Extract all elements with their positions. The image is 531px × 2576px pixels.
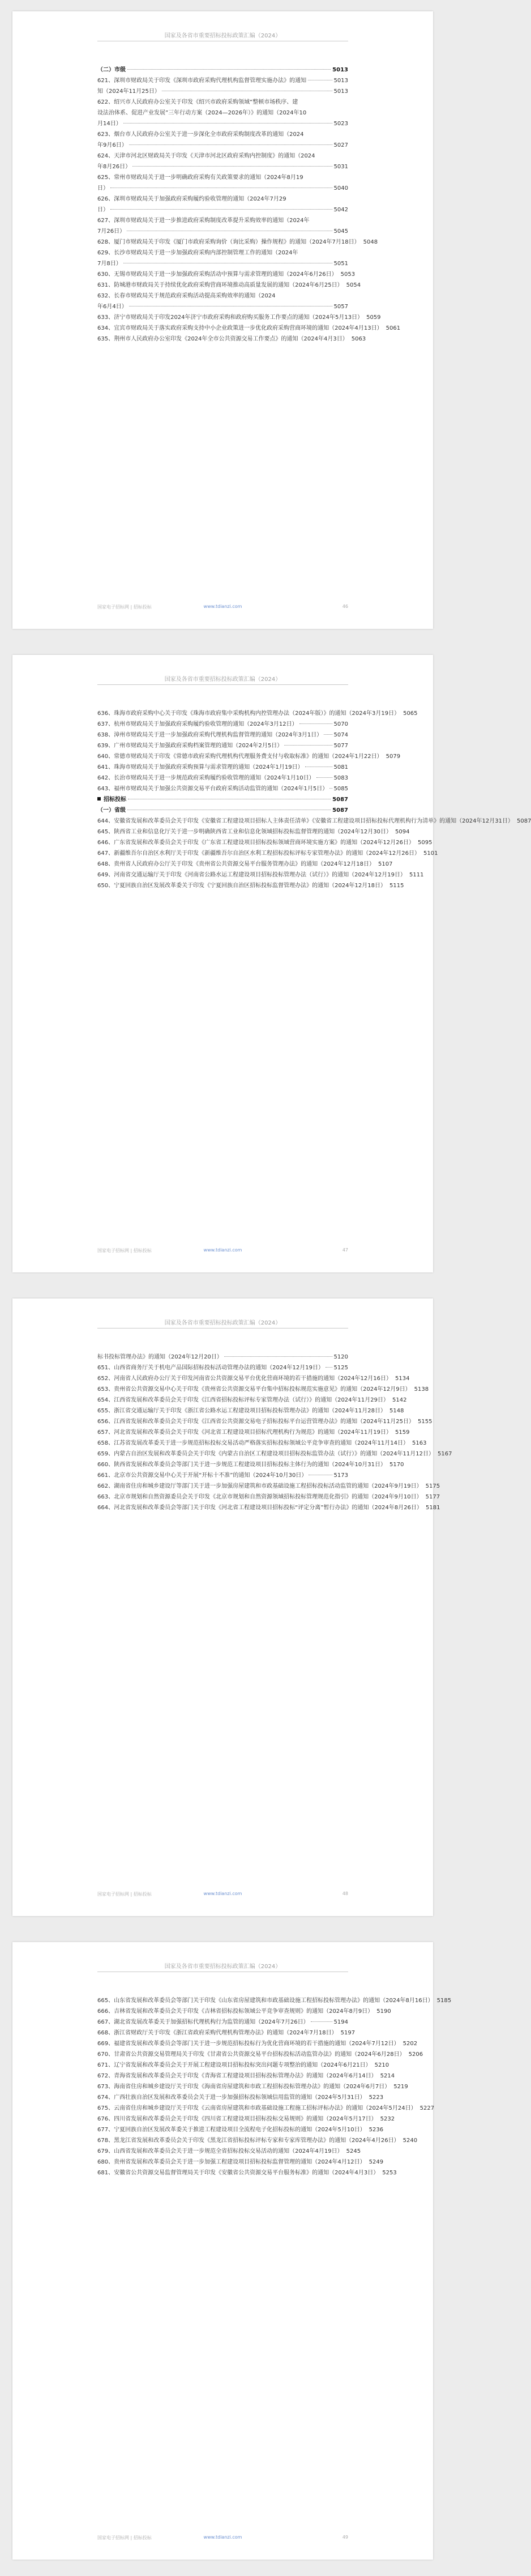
toc-entry[interactable] [97,740,348,751]
toc-page-number: 5194 [333,2019,348,2025]
toc-entry[interactable] [97,2146,361,2157]
toc-entry-text: 654、江西省发展和改革委员会关于印发《江西省招标投标评标专家管理办法（试行）》的通知（2024年11月29日） [97,1397,389,1403]
toc-entry-text: 656、江西省发展和改革委员会关于印发《江西省公共资源交易电子招标投标平台运营管理办法》的通知（2024年11月25日） [97,1419,414,1425]
toc-entry[interactable] [97,719,348,730]
toc-entry[interactable] [97,784,348,794]
toc-entry[interactable] [97,827,410,837]
footer-page-number: 47 [342,1247,348,1253]
toc-entry-text: 659、内蒙古自治区发展和改革委员会关于印发《内蒙古自治区工程建设项目招标投标监管办法（试行）》的通知（2024年11月12日） [97,1451,434,1457]
toc-page-number: 5210 [374,2062,389,2068]
toc-page-number: 5197 [340,2030,356,2036]
dot-leader [311,2021,332,2022]
toc-page-number: 5031 [333,164,348,170]
dot-leader [127,69,331,70]
toc-page-number: 5070 [333,721,348,727]
toc-list [97,708,531,891]
toc-entry-text: 679、山西省发展和改革委员会关于进一步规范全省招标投标交易活动的通知（2024年4月19日） [97,2148,343,2155]
document-page [12,1942,452,2560]
toc-page-number: 5040 [333,185,348,191]
toc-entry[interactable] [97,215,348,226]
toc-entry[interactable] [97,75,348,86]
dot-leader [284,745,332,746]
toc-entry[interactable] [97,2038,418,2049]
toc-entry[interactable] [97,2168,397,2178]
toc-entry-text: 设法治体系、促进产业发展”三年行动方案（2024—2026年）》的通知（2024年10 [97,110,307,116]
toc-page-number: 5142 [392,1397,407,1403]
toc-page-number: 5167 [438,1451,452,1457]
toc-page-number: 5120 [333,1354,348,1360]
toc-page-number: 5063 [351,336,366,342]
toc-page-number: 5148 [389,1408,404,1414]
toc-entry-text: 知（2024年11月25日） [97,88,160,95]
toc-section-heading[interactable] [97,794,348,805]
footer-url-link[interactable]: www.tdianzi.com [203,2535,242,2540]
toc-entry[interactable] [97,837,432,848]
toc-entry[interactable] [97,2071,395,2081]
toc-page-number: 5219 [393,2084,408,2090]
toc-entry[interactable] [97,151,348,161]
toc-page-number: 5079 [386,753,401,760]
toc-entry[interactable] [97,1406,404,1416]
toc-page-number: 5175 [425,1483,440,1489]
toc-page-number: 5013 [333,78,348,84]
toc-entry-text: 631、防城港市财政局关于持续优化政府采购营商环境推动高质量发展的通知（2024年6月25日） [97,282,343,288]
toc-entry-text: 658、江苏省发展改革委关于进一步规范招标投标交易活动严格落实招标投标领域公平竞争审查的通知（2024年11月14日） [97,1440,409,1446]
dot-leader [326,1367,332,1368]
toc-page-number: 5059 [366,314,381,321]
toc-page-number: 5236 [369,2127,384,2133]
toc-entry-text: 年9月6日） [97,142,127,148]
toc-page-number: 5206 [408,2051,423,2058]
toc-entry[interactable] [97,1502,440,1513]
toc-entry[interactable] [97,2060,389,2071]
footer-page-number: 46 [342,604,348,609]
toc-page-number: 5077 [333,743,348,749]
toc-page-number: 5232 [380,2116,395,2122]
footer-page-number: 49 [342,2535,348,2540]
toc-entry[interactable] [97,1373,410,1384]
toc-page-number: 5214 [380,2073,395,2079]
toc-entry[interactable] [97,205,348,215]
toc-page-number: 5094 [395,829,410,835]
toc-page-number: 5087 [516,818,531,824]
toc-entry[interactable] [97,1352,348,1362]
toc-page-number: 5253 [382,2170,397,2176]
toc-page-number: 5155 [418,1419,432,1425]
toc-entry-text: 639、广州市财政局关于加强政府采购档案管理的通知（2024年2月5日） [97,743,283,749]
toc-page-number: 5048 [363,239,378,245]
toc-entry-text: 651、山西省商务厅关于机电产品国际招标投标活动管理办法的通知（2024年12月19日） [97,1365,324,1371]
toc-entry-text: 678、黑龙江省发展和改革委员会关于印发《黑龙江省招标投标评标专家和专家库管理办法》的通知（2024年4月26日） [97,2138,400,2144]
toc-page-number: 5051 [333,261,348,267]
toc-entry-text: 657、河北省发展和改革委员会关于印发《河北省工程建设项目招标代理机构行为规范》的通知（2024年11月19日） [97,1429,392,1436]
toc-entry[interactable] [97,226,348,237]
toc-entry[interactable] [97,323,401,334]
toc-entry-text: 年8月26日） [97,164,131,170]
toc-entry[interactable] [97,2081,408,2092]
dot-leader [110,209,332,210]
toc-page-number: 5163 [412,1440,427,1446]
toc-entry-text: 650、宁夏回族自治区发展改革委关于印发《宁夏回族自治区招标投标监督管理办法》的通知（2024年12月18日） [97,883,386,889]
toc-entry[interactable] [97,2114,395,2124]
toc-page-number: 5125 [333,1365,348,1371]
toc-entry-text: 月14日） [97,121,122,127]
footer-site-name: 国家电子招标网 | 招标投标 [97,604,152,610]
dot-leader [316,777,332,778]
toc-entry[interactable] [97,1449,452,1459]
toc-entry[interactable] [97,2135,418,2146]
toc-entry[interactable] [97,2028,356,2038]
toc-page-number: 5185 [436,1998,452,2004]
toc-entry-text: 636、珠海市政府采购中心关于印发《珠海市政府集中采购机构内控管理办法（2024年版）》的通知（2024年3月19日） [97,710,400,717]
toc-entry[interactable] [97,291,348,301]
footer-url-link[interactable]: www.tdianzi.com [203,1891,242,1896]
dot-leader [123,123,332,124]
toc-entry[interactable] [97,258,348,269]
toc-page-number: 5057 [333,304,348,310]
toc-entry[interactable] [97,1438,427,1449]
toc-page-number: 5181 [425,1505,440,1511]
dot-leader [299,723,332,724]
toc-entry-text: 641、珠海市财政局关于加强政府采购预算与需求管理的通知（2024年1月19日） [97,764,303,770]
footer-page-number: 48 [342,1891,348,1896]
toc-page-number: 5134 [395,1376,410,1382]
toc-entry-text: 637、杭州市财政局关于加强政府采购履约验收管理的通知（2024年3月12日） [97,721,298,727]
dot-leader [132,166,332,167]
toc-entry-text: 628、厦门市财政局关于印发《厦门市政府采购询价（询比采购）操作规程》的通知（2024年7月18日） [97,239,360,245]
toc-list [97,65,401,344]
dot-leader [129,144,332,145]
toc-page-number: 5087 [332,797,348,803]
toc-entry[interactable] [97,248,348,258]
footer-site-name: 国家电子招标网 | 招标投标 [97,1892,152,1897]
toc-entry[interactable] [97,870,424,880]
toc-page-number: 5107 [378,861,393,867]
toc-entry-text: 667、湖北省发展改革委关于加强招标代理机构行为监管的通知（2024年7月26日） [97,2019,309,2025]
toc-entry[interactable] [97,762,348,773]
document-page [12,1298,452,1916]
toc-entry-text: 673、海南省住房和城乡建设厅关于印发《海南省房屋建筑和市政工程招标投标管理办法》的通知（2024年6月7日） [97,2084,391,2090]
toc-entry-text: 660、陕西省发展和改革委员会等部门关于进一步规范工程建设项目招标投标主体行为的通知（2024年10月31日） [97,1462,386,1468]
toc-entry-text: 644、安徽省发展和改革委员会关于印发《安徽省工程建设项目招标人主体责任清单》《安徽省工程建设项目招标投标代理机构行为清单》的通知（2024年12月31日） [97,818,513,824]
toc-entry-text: 640、常德市财政局关于印发《常德市政府采购代理机构代理服务费支付与收取标准》的通知（2024年1月22日） [97,753,383,760]
toc-entry-text: 7月8日） [97,261,122,267]
toc-page-number: 5042 [333,207,348,213]
toc-entry-text: 648、贵州省人民政府办公厅关于印发《贵州省公共资源交易平台服务管理办法》的通知（2024年12月18日） [97,861,375,867]
toc-page-number: 5083 [333,775,348,781]
toc-entry[interactable] [97,2103,435,2114]
toc-entry[interactable] [97,161,348,172]
toc-entry[interactable] [97,708,418,719]
toc-entry[interactable] [97,129,348,140]
toc-entry[interactable] [97,1470,348,1481]
footer-url-link[interactable]: www.tdianzi.com [203,1247,242,1253]
toc-entry-text: 642、长治市财政局关于进一步规范政府采购履约验收管理的通知（2024年1月10日） [97,775,315,781]
toc-entry-text: 674、广西壮族自治区发展和改革委员会关于进一步加强招标投标领域信用监管的通知（2024年5月31日） [97,2094,366,2101]
toc-entry-text: 标书投标管理办法》的通知（2024年12月20日） [97,1354,222,1360]
toc-page-number: 5177 [425,1494,440,1500]
toc-section-heading[interactable] [97,805,348,816]
toc-entry[interactable] [97,2006,391,2017]
toc-page-number: 5061 [386,325,401,331]
toc-entry[interactable] [97,1362,348,1373]
footer-url-link[interactable]: www.tdianzi.com [203,604,242,609]
footer-site-name: 国家电子招标网 | 招标投标 [97,2535,152,2540]
toc-entry[interactable] [97,730,348,740]
toc-entry-text: 622、绍兴市人民政府办公室关于印发《绍兴市政府采购领域“整顿市场秩序、建 [97,99,298,105]
toc-entry-text: 629、长沙市财政局关于进一步加强政府采购内部控制管理工作的通知（2024年 [97,250,298,256]
toc-entry[interactable] [97,2124,384,2135]
toc-page-number: 5202 [402,2041,418,2047]
toc-page-number: 5023 [333,121,348,127]
toc-page-number: 5170 [389,1462,404,1468]
toc-entry[interactable] [97,334,366,344]
toc-page-number: 5013 [332,67,348,73]
toc-entry-text: 621、深圳市财政局关于印发《深圳市政府采购代理机构监督管理实施办法》的通知 [97,78,307,84]
toc-entry-text: 669、福建省发展和改革委员会等部门关于进一步规范招标投标行为优化营商环境的若干措施的通知（2024年7月12日） [97,2041,400,2047]
toc-page-number: 5240 [402,2138,418,2144]
toc-entry-text: 668、浙江省财政厅关于印发《浙江省政府采购代理机构管理办法》的通知（2024年7月18日） [97,2030,337,2036]
toc-entry-text: 675、云南省住房和城乡建设厅关于印发《云南省房屋建筑和市政基础设施工程施工招标评标办法》的通知（2024年5月24日） [97,2105,417,2111]
toc-entry-text: 676、四川省发展和改革委员会关于印发《四川省工程建设项目招标投标交易规则》的通知（2024年5月17日） [97,2116,377,2122]
toc-entry-text: 643、福州市财政局关于加强公共资源交易平台政府采购活动监管的通知（2024年1月5日） [97,786,328,792]
toc-entry-text: 665、山东省发展和改革委员会等部门关于印发《山东省房屋建筑和市政基础设施工程招标投标管理办法》的通知（2024年8月16日） [97,1998,434,2004]
toc-entry-text: 年6月4日） [97,304,127,310]
dot-leader [329,788,332,789]
toc-page-number: 5249 [369,2159,384,2165]
toc-page-number: 5027 [333,142,348,148]
page-header-title: 国家及各省市重要招标投标政策汇编（2024） [164,1964,281,1970]
dot-leader [324,734,332,735]
toc-entry-text: 681、安徽省公共资源交易监督管理局关于印发《安徽省公共资源交易平台服务标准》的通知（2024年4月3日） [97,2170,379,2176]
toc-entry-text: 635、荆州市人民政府办公室印发《2024年全市公共资源交易工作要点》的通知（2024年4月3日） [97,336,348,342]
toc-entry[interactable] [97,312,381,323]
toc-section-heading[interactable] [97,65,348,75]
toc-entry-text: 633、济宁市财政局关于印发2024年济宁市政府采购和政府购买服务工作要点的通知（2024年5月13日） [97,314,363,321]
toc-page-number: 5095 [418,840,432,846]
toc-page-number: 5138 [414,1386,429,1393]
toc-entry-text: 632、长春市财政局关于规范政府采购活动提高采购效率的通知（2024 [97,293,276,299]
toc-entry-text: 661、北京市公共资源交易中心关于开展“开标十不准”的通知（2024年10月30日） [97,1472,307,1479]
toc-entry[interactable] [97,773,348,784]
toc-entry-text: 日） [97,185,109,191]
toc-entry-text: 646、广东省发展和改革委员会关于印发《广东省工程建设项目招标投标领域营商环境实施方案》的通知（2024年12月26日） [97,840,414,846]
toc-entry-text: 662、湖南省住房和城乡建设厅等部门关于进一步加强房屋建筑和市政基础设施工程招标投标活动监管的通知（2024年9月19日） [97,1483,422,1489]
toc-entry[interactable] [97,118,348,129]
toc-entry[interactable] [97,86,348,97]
toc-entry-text: 623、烟台市人民政府办公室关于进一步深化全市政府采购制度改革的通知（2024 [97,131,304,138]
toc-entry[interactable] [97,269,356,280]
toc-entry-text: 663、北京市规划和自然资源委员会关于印发《北京市规划和自然资源领域招标投标管理规范化指引》的通知（2024年9月10日） [97,1494,422,1500]
toc-entry[interactable] [97,1459,404,1470]
toc-entry[interactable] [97,194,348,205]
toc-entry[interactable] [97,2092,384,2103]
toc-entry[interactable] [97,237,378,248]
toc-entry-text: 664、河北省发展和改革委员会等部门关于印发《河北省工程建设项目招标投标“评定分离”暂行办法》的通知（2024年8月26日） [97,1505,422,1511]
toc-page-number: 5054 [346,282,361,288]
toc-entry[interactable] [97,2157,384,2168]
toc-entry-text: 招标投标 [104,797,126,803]
toc-entry[interactable] [97,97,348,118]
toc-list [97,1352,452,1513]
toc-entry[interactable] [97,2049,423,2060]
toc-page-number: 5111 [409,872,424,878]
header-divider [97,1328,348,1329]
toc-page-number: 5190 [376,2008,391,2015]
toc-entry-text: 626、深圳市财政局关于加强政府采购履约验收管理的通知（2024年7月29 [97,196,286,202]
toc-entry-text: 647、新疆维吾尔自治区水利厅关于印发《新疆维吾尔自治区水利工程招标投标评标专家管理办法》的通知（2024年12月26日） [97,850,420,857]
toc-page-number: 5087 [332,807,348,814]
toc-page-number: 5227 [419,2105,435,2111]
toc-entry[interactable] [97,1416,432,1427]
toc-entry[interactable] [97,1384,429,1395]
toc-page-number: 5074 [333,732,348,738]
toc-page-number: 5013 [333,88,348,95]
toc-entry-text: 7月26日） [97,228,126,235]
toc-entry-text: 625、常州市财政局关于进一步明确政府采购有关政策要求的通知（2024年8月19 [97,174,303,181]
toc-entry[interactable] [97,880,404,891]
toc-page-number: 5085 [333,786,348,792]
section-bullet-icon [97,797,101,801]
toc-entry-text: 630、无锡市财政局关于进一步加强政府采购活动中预算与需求管理的通知（2024年6月26日） [97,271,337,278]
header-divider [97,684,348,685]
toc-entry-text: 653、贵州省公共资源交易中心关于印发《贵州省公共资源交易平台集中招标投标规范实施意见》的通知（2024年12月9日） [97,1386,411,1393]
toc-entry-text: 671、辽宁省发展和改革委员会关于开展工程建设项目招标投标突出问题专项整治的通知（2024年6月21日） [97,2062,371,2068]
toc-entry-text: 649、河南省交通运输厅关于印发《河南省公路水运工程建设项目招标投标管理办法（试行）》的通知（2024年12月19日） [97,872,406,878]
toc-entry-text: （二）市级 [97,67,126,73]
page-header-title: 国家及各省市重要招标投标政策汇编（2024） [164,33,281,39]
toc-entry-text: 652、河南省人民政府办公厅关于印发河南省公共资源交易平台优化营商环境的若干措施的通知（2024年12月16日） [97,1376,392,1382]
toc-entry[interactable] [97,751,401,762]
toc-list [97,1995,452,2178]
toc-entry-text: 日） [97,207,109,213]
toc-page-number: 5173 [333,1472,348,1479]
toc-entry-text: （一）省级 [97,807,126,814]
toc-entry-text: 672、青海省发展和改革委员会关于印发《青海省工程建设项目招标投标管理办法》的通知（2024年6月14日） [97,2073,377,2079]
page-header-title: 国家及各省市重要招标投标政策汇编（2024） [164,676,281,683]
toc-page-number: 5115 [389,883,404,889]
toc-entry[interactable] [97,301,348,312]
document-page [12,11,433,629]
toc-entry[interactable] [97,280,361,291]
toc-entry[interactable] [97,859,393,870]
toc-entry-text: 670、甘肃省公共资源交易管理局关于印发《甘肃省公共资源交易平台招标投标活动监管办法》的通知（2024年6月28日） [97,2051,405,2058]
toc-entry[interactable] [97,140,348,151]
toc-entry-text: 634、宜宾市财政局关于落实政府采购支持中小企业政策进一步优化政府采购营商环境的通知（2024年4月13日） [97,325,383,331]
toc-page-number: 5101 [423,850,438,857]
toc-entry-text: 666、吉林省发展和改革委员会关于印发《吉林省招标投标领域公平竞争审查规则》的通知（2024年8月9日） [97,2008,374,2015]
toc-page-number: 5245 [346,2148,361,2155]
toc-entry-text: 638、漳州市财政局关于进一步加强政府采购代理机构监督管理的通知（2024年3月1日） [97,732,323,738]
toc-entry[interactable] [97,816,531,827]
toc-entry-text: 677、宁夏回族自治区发展改革委关于推进工程建设项目全流程电子化招标投标的通知（2024年5月10日） [97,2127,366,2133]
footer-site-name: 国家电子招标网 | 招标投标 [97,1248,152,1253]
toc-page-number: 5159 [395,1429,410,1436]
toc-entry-text: 655、浙江省交通运输厅关于印发《浙江省公路水运工程建设项目招标投标管理办法》的通知（2024年11月28日） [97,1408,386,1414]
toc-page-number: 5223 [369,2094,384,2101]
toc-entry-text: 680、贵州省发展和改革委员会关于进一步加强工程建设项目招标投标监督管理的通知（2024年4月12日） [97,2159,366,2165]
toc-entry-text: 624、天津市河北区财政局关于印发《天津市河北区政府采购内控制度》的通知（2024 [97,153,315,159]
toc-entry[interactable] [97,1995,452,2006]
toc-entry[interactable] [97,2017,348,2028]
page-header-title: 国家及各省市重要招标投标政策汇编（2024） [164,1320,281,1326]
toc-entry[interactable] [97,1427,410,1438]
toc-entry-text: 627、深圳市财政局关于进一步推进政府采购制度改革提升采购效率的通知（2024年 [97,218,310,224]
toc-entry[interactable] [97,1492,440,1502]
toc-page-number: 5045 [333,228,348,235]
dot-leader [224,1356,332,1357]
toc-entry[interactable] [97,172,348,183]
toc-page-number: 5053 [340,271,356,278]
toc-entry[interactable] [97,1395,407,1406]
toc-page-number: 5081 [333,764,348,770]
toc-entry[interactable] [97,183,348,194]
toc-entry[interactable] [97,1481,440,1492]
toc-entry-text: 645、陕西省工业和信息化厅关于进一步明确陕西省工业和信息化领域招标投标监督管理的通知（2024年12月30日） [97,829,392,835]
toc-entry[interactable] [97,848,438,859]
toc-page-number: 5065 [403,710,418,717]
document-page [12,655,531,1272]
